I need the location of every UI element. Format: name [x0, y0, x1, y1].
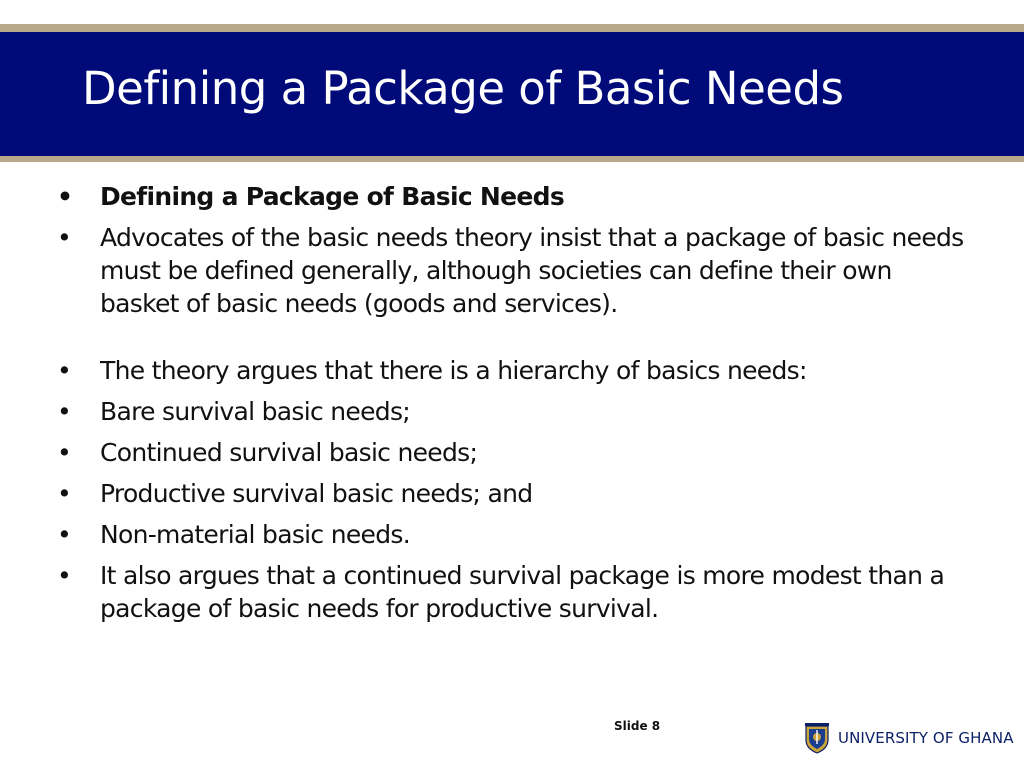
slide-title: Defining a Package of Basic Needs: [82, 62, 844, 115]
university-crest-icon: [804, 722, 830, 754]
university-logo: [804, 721, 1014, 755]
bullet-heading: • Defining a Package of Basic Needs: [57, 180, 977, 213]
bullet-non-material: • Non-material basic needs.: [57, 518, 977, 551]
top-accent-rule: [0, 24, 1024, 32]
bullet-productive-survival: • Productive survival basic needs; and: [57, 477, 977, 510]
bullet-advocates: • Advocates of the basic needs theory insist that a package of basic needs must be defined generally, although societies can define their own basket of basic needs (goods and services).: [57, 221, 977, 320]
bottom-accent-rule: [0, 156, 1024, 162]
slide-body: [57, 180, 977, 633]
bullet-continued-survival: • Continued survival basic needs;: [57, 436, 977, 469]
university-name: UNIVERSITY OF GHANA: [838, 729, 1014, 747]
bullet-hierarchy: • The theory argues that there is a hierarchy of basics needs:: [57, 354, 977, 387]
bullet-bare-survival: • Bare survival basic needs;: [57, 395, 977, 428]
bullet-modest-package: • It also argues that a continued survival package is more modest than a package of basic needs for productive survival.: [57, 559, 977, 625]
slide-number: Slide 8: [614, 719, 661, 733]
